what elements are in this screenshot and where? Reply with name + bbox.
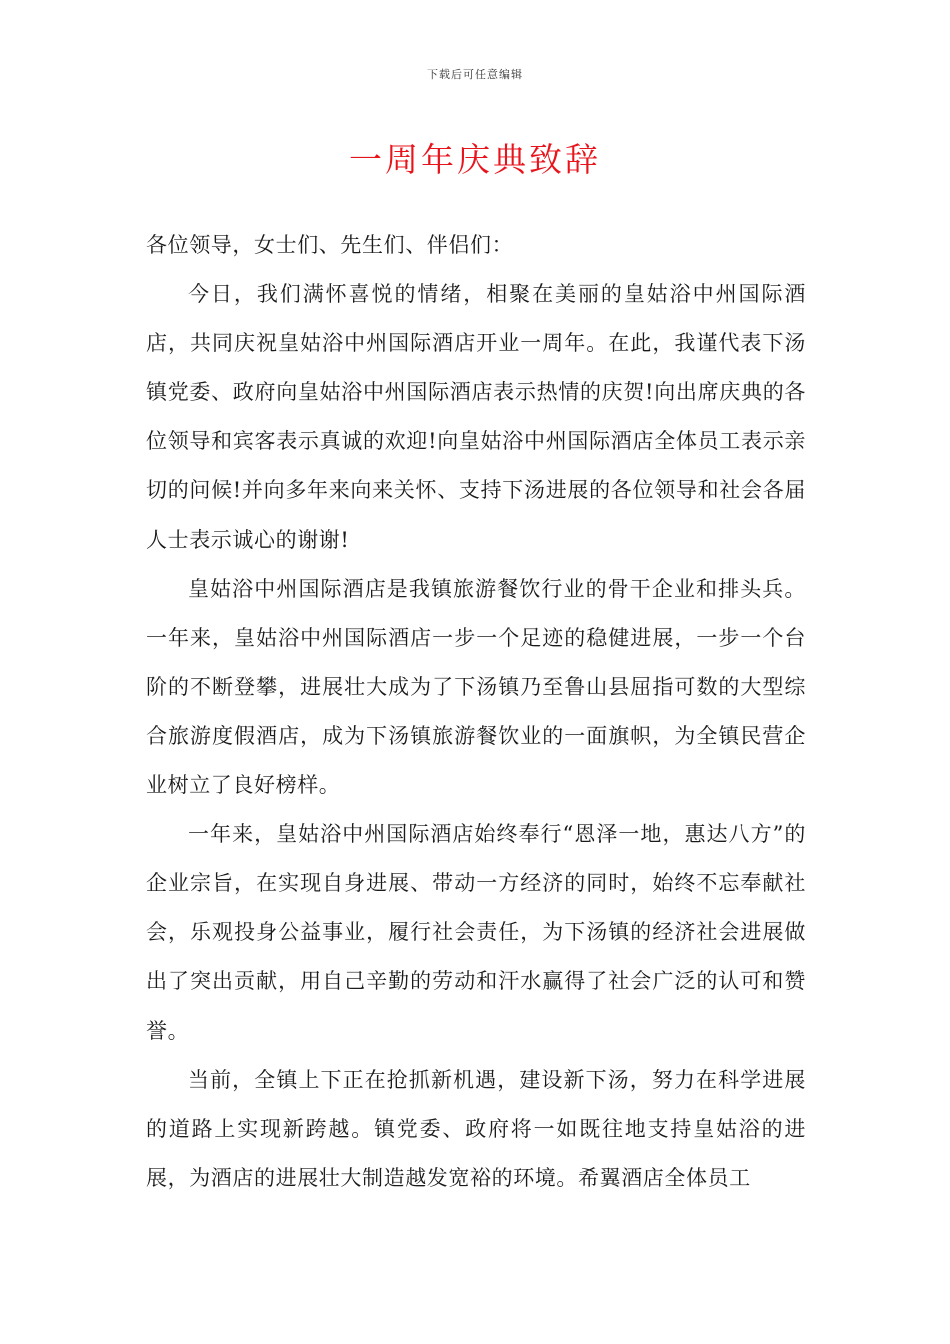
document-body <box>146 221 806 1203</box>
paragraph-3: 一年来，皇姑浴中州国际酒店始终奉行“恩泽一地，惠达八方”的企业宗旨，在实现自身进展、带动一方经济的同时，始终不忘奉献社会，乐观投身公益事业，履行社会责任，为下汤镇的经济社会进展做出了突出贡献，用自己辛勤的劳动和汗水赢得了社会广泛的认可和赞誉。 <box>146 822 806 1043</box>
document-title: 一周年庆典致辞 <box>349 140 601 179</box>
paragraph-2: 皇姑浴中州国际酒店是我镇旅游餐饮行业的骨干企业和排头兵。一年来，皇姑浴中州国际酒店一步一个足迹的稳健进展，一步一个台阶的不断登攀，进展壮大成为了下汤镇乃至鲁山县屈指可数的大型综合旅游度假酒店，成为下汤镇旅游餐饮业的一面旗帜，为全镇民营企业树立了良好榜样。 <box>146 576 806 798</box>
header-note: 下载后可任意编辑 <box>427 68 523 81</box>
paragraph-1: 今日，我们满怀喜悦的情绪，相聚在美丽的皇姑浴中州国际酒店，共同庆祝皇姑浴中州国际酒店开业一周年。在此，我谨代表下汤镇党委、政府向皇姑浴中州国际酒店表示热情的庆贺!向出席庆典的各位领导和宾客表示真诚的欢迎!向皇姑浴中州国际酒店全体员工表示亲切的问候!并向多年来向来关怀、支持下汤进展的各位领导和社会各届人士表示诚心的谢谢! <box>146 282 806 552</box>
paragraph-4: 当前，全镇上下正在抢抓新机遇，建设新下汤，努力在科学进展的道路上实现新跨越。镇党委、政府将一如既往地支持皇姑浴的进展，为酒店的进展壮大制造越发宽裕的环境。希翼酒店全体员工 <box>146 1067 806 1190</box>
salutation: 各位领导，女士们、先生们、伴侣们： <box>146 233 514 257</box>
